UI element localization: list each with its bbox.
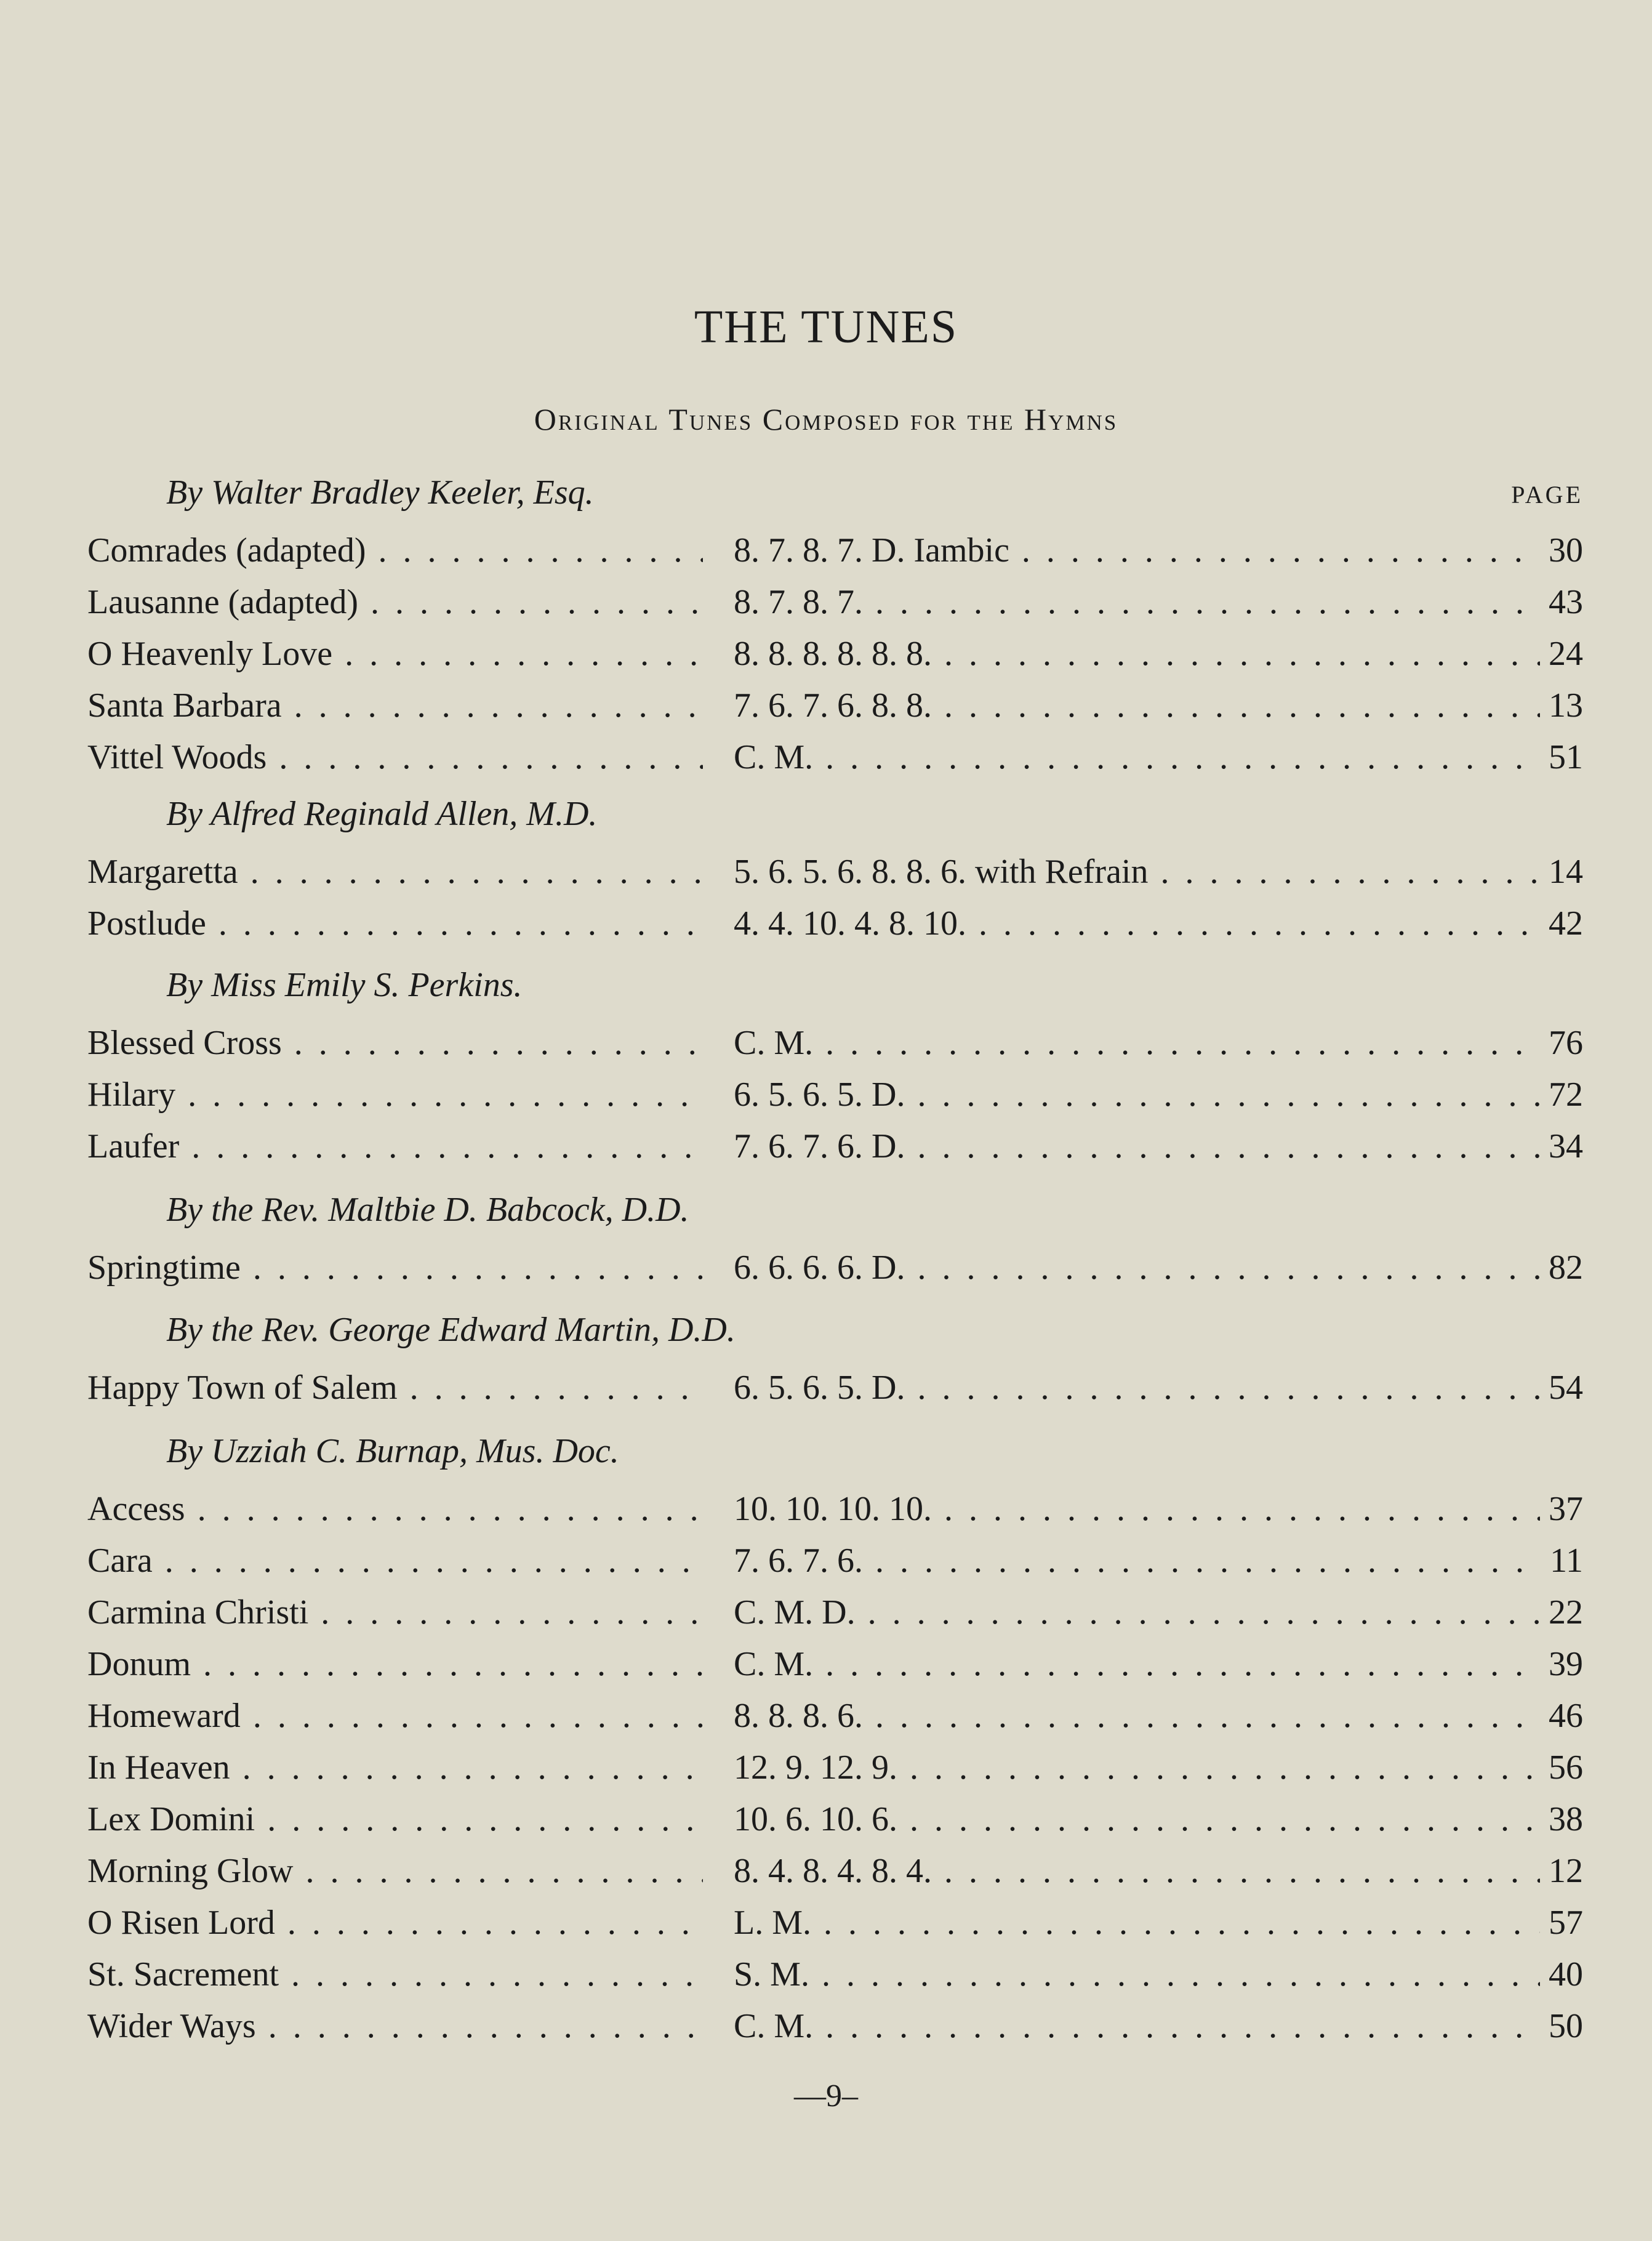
tune-name: In Heaven . . . xyxy=(87,1742,703,1793)
tune-page-number: 56 xyxy=(1540,1742,1583,1793)
tune-row xyxy=(87,1120,1583,1172)
tune-row xyxy=(87,680,1583,731)
tune-name: Access . . . xyxy=(87,1483,703,1535)
tune-name: Donum . . . xyxy=(87,1638,703,1690)
tune-page-number: 22 xyxy=(1540,1587,1583,1638)
tune-row xyxy=(87,576,1583,628)
tune-meter: 6. 5. 6. 5. D. . . . xyxy=(734,1069,1571,1120)
tune-name: Blessed Cross . . . xyxy=(87,1017,703,1069)
tune-page-number: 46 xyxy=(1540,1690,1583,1742)
composer-heading: By Uzziah C. Burnap, Mus. Doc. xyxy=(166,1432,619,1470)
composer-heading: By the Rev. Maltbie D. Babcock, D.D. xyxy=(166,1191,689,1229)
tune-name: Cara . . . xyxy=(87,1535,703,1587)
tune-page-number: 39 xyxy=(1540,1638,1583,1690)
tune-meter: C. M. . . . xyxy=(734,731,1571,783)
tune-name: Lex Domini . . . xyxy=(87,1793,703,1845)
tune-row xyxy=(87,1638,1583,1690)
tune-row xyxy=(87,1742,1583,1793)
tune-page-number: 76 xyxy=(1540,1017,1583,1069)
composer-heading: By Alfred Reginald Allen, M.D. xyxy=(166,795,598,833)
tune-meter: 8. 7. 8. 7. D. Iambic . . . xyxy=(734,525,1571,576)
tune-meter: 7. 6. 7. 6. . . . xyxy=(734,1535,1571,1587)
tune-page-number: 12 xyxy=(1540,1845,1583,1897)
tune-name: Happy Town of Salem . . . xyxy=(87,1362,703,1414)
tune-name: Postlude . . . xyxy=(87,898,703,949)
tune-row xyxy=(87,1949,1583,2000)
tune-row xyxy=(87,525,1583,576)
tune-meter: 8. 7. 8. 7. . . . xyxy=(734,576,1571,628)
tune-meter: L. M. . . . xyxy=(734,1897,1571,1949)
tune-name: Margaretta . . . xyxy=(87,846,703,898)
tune-meter: C. M. D. . . . xyxy=(734,1587,1571,1638)
tune-meter: 8. 4. 8. 4. 8. 4. . . . xyxy=(734,1845,1571,1897)
tune-row xyxy=(87,628,1583,680)
tune-meter: 10. 6. 10. 6. . . . xyxy=(734,1793,1571,1845)
tune-page-number: 72 xyxy=(1540,1069,1583,1120)
tune-row xyxy=(87,1069,1583,1120)
tune-meter: 6. 5. 6. 5. D. . . . xyxy=(734,1362,1571,1414)
tune-page-number: 42 xyxy=(1540,898,1583,949)
tune-page-number: 30 xyxy=(1540,525,1583,576)
tune-page-number: 37 xyxy=(1540,1483,1583,1535)
tune-name: Homeward . . . xyxy=(87,1690,703,1742)
tune-page-number: 51 xyxy=(1540,731,1583,783)
tune-page-number: 24 xyxy=(1540,628,1583,680)
tune-page-number: 50 xyxy=(1540,2000,1583,2052)
tune-row xyxy=(87,1535,1583,1587)
tune-row xyxy=(87,898,1583,949)
tune-name: O Risen Lord . . . xyxy=(87,1897,703,1949)
tune-page-number: 38 xyxy=(1540,1793,1583,1845)
tune-name: St. Sacrement . . . xyxy=(87,1949,703,2000)
tune-name: Laufer . . . xyxy=(87,1120,703,1172)
tune-name: Lausanne (adapted) . . . xyxy=(87,576,703,628)
section-subtitle: Original Tunes Composed for the Hymns xyxy=(534,402,1118,437)
tune-page-number: 11 xyxy=(1540,1535,1583,1587)
page-title: THE TUNES xyxy=(694,301,958,353)
tune-meter: S. M. . . . xyxy=(734,1949,1571,2000)
tune-meter: 8. 8. 8. 8. 8. 8. . . . xyxy=(734,628,1571,680)
tune-name: Vittel Woods . . . xyxy=(87,731,703,783)
tune-meter: C. M. . . . xyxy=(734,1638,1571,1690)
composer-heading: By the Rev. George Edward Martin, D.D. xyxy=(166,1311,736,1349)
tune-name: Wider Ways . . . xyxy=(87,2000,703,2052)
tune-page-number: 54 xyxy=(1540,1362,1583,1414)
tune-meter: 7. 6. 7. 6. D. . . . xyxy=(734,1120,1571,1172)
composer-heading: By Miss Emily S. Perkins. xyxy=(166,966,523,1004)
tune-page-number: 82 xyxy=(1540,1242,1583,1294)
tune-row xyxy=(87,1845,1583,1897)
page-number: —9– xyxy=(794,2078,858,2114)
tune-page-number: 43 xyxy=(1540,576,1583,628)
tune-row xyxy=(87,1483,1583,1535)
tune-row xyxy=(87,731,1583,783)
tune-meter: 8. 8. 8. 6. . . . xyxy=(734,1690,1571,1742)
tune-page-number: 40 xyxy=(1540,1949,1583,2000)
tune-page-number: 34 xyxy=(1540,1120,1583,1172)
tune-meter: 4. 4. 10. 4. 8. 10. . . . xyxy=(734,898,1571,949)
tune-meter: 10. 10. 10. 10. . . . xyxy=(734,1483,1571,1535)
composer-heading: By Walter Bradley Keeler, Esq. xyxy=(166,473,594,512)
tune-meter: C. M. . . . xyxy=(734,2000,1571,2052)
tune-page-number: 14 xyxy=(1540,846,1583,898)
tune-meter: C. M. . . . xyxy=(734,1017,1571,1069)
tune-meter: 5. 6. 5. 6. 8. 8. 6. with Refrain . . . xyxy=(734,846,1571,898)
tune-row xyxy=(87,1587,1583,1638)
tune-row xyxy=(87,1897,1583,1949)
tune-row xyxy=(87,846,1583,898)
tune-row xyxy=(87,1242,1583,1294)
tune-name: Morning Glow . . . xyxy=(87,1845,703,1897)
tune-row xyxy=(87,1017,1583,1069)
tune-row xyxy=(87,1362,1583,1414)
tune-row xyxy=(87,1793,1583,1845)
tune-meter: 7. 6. 7. 6. 8. 8. . . . xyxy=(734,680,1571,731)
tune-name: Springtime . . . xyxy=(87,1242,703,1294)
tune-meter: 6. 6. 6. 6. D. . . . xyxy=(734,1242,1571,1294)
tune-row xyxy=(87,1690,1583,1742)
tune-name: Carmina Christi . . . xyxy=(87,1587,703,1638)
tune-row xyxy=(87,2000,1583,2052)
tune-meter: 12. 9. 12. 9. . . . xyxy=(734,1742,1571,1793)
tune-name: O Heavenly Love . . . xyxy=(87,628,703,680)
tune-name: Hilary . . . xyxy=(87,1069,703,1120)
page-column-header: PAGE xyxy=(1511,481,1583,509)
tune-name: Comrades (adapted) . . . xyxy=(87,525,703,576)
tune-page-number: 13 xyxy=(1540,680,1583,731)
tune-name: Santa Barbara . . . xyxy=(87,680,703,731)
tune-page-number: 57 xyxy=(1540,1897,1583,1949)
